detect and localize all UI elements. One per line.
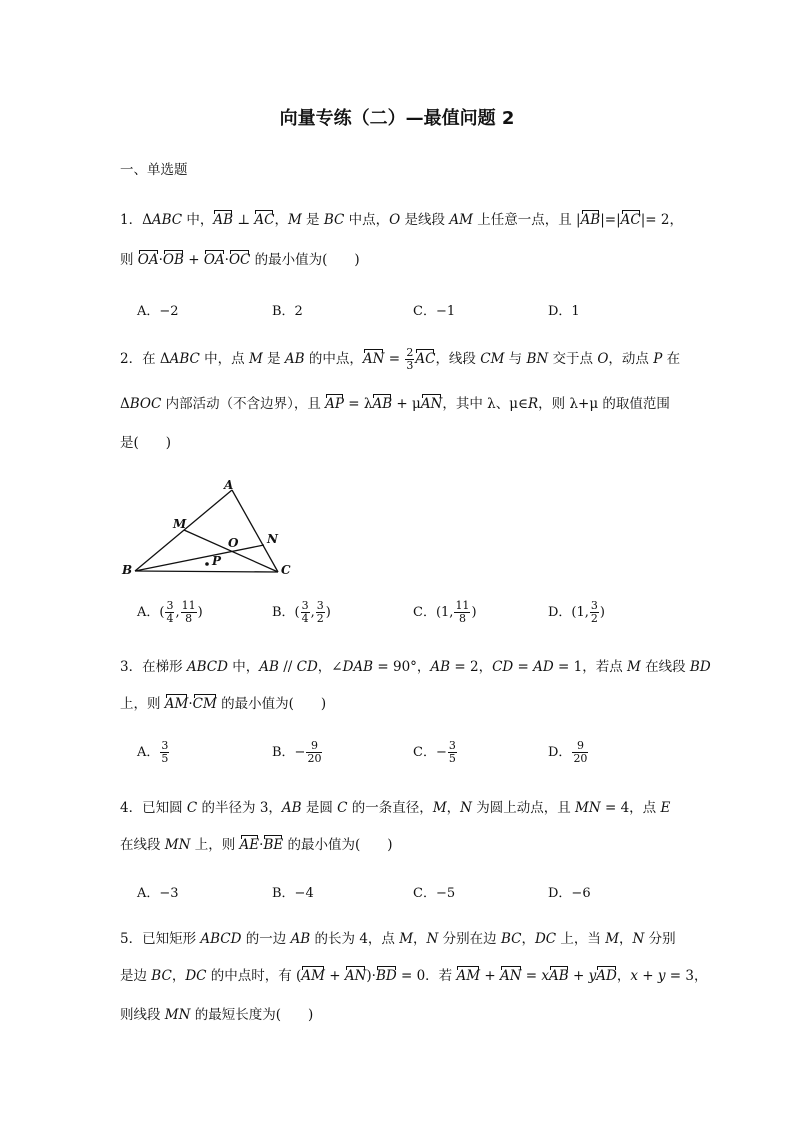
q5-line-2: 是边 BC，DC 的中点时，有 (AM + AN)·BD = 0．若 AM + AN = xAB + yAD，x + y = 3， [120, 968, 708, 984]
q3-option-c: C．− $\frac{3}{5}$ [413, 739, 456, 765]
q2-line-1: 2．在 ΔABC 中，点 M 是 AB 的中点，AN = $\frac{2}{3}$ AC，线段 CM 与 BN 交于点 O，动点 P 在 [120, 346, 681, 372]
figure-label-n: N [267, 532, 278, 546]
q2-line-2: ΔBOC 内部活动（不含边界），且 AP = λAB + μAN，其中 λ、μ∈R，则 λ+μ 的取值范围 [120, 396, 670, 412]
q3-option-b: B．− $\frac{9}{20}$ [272, 739, 322, 765]
figure-label-b: B [122, 563, 133, 577]
q2-option-b: B．( $\frac{3}{4}$ , $\frac{3}{2}$ ) [272, 599, 331, 625]
q2-option-d: D．(1, $\frac{3}{2}$ ) [548, 599, 605, 625]
q2-option-c: C．(1, $\frac{11}{8}$ ) [413, 599, 477, 625]
q3-option-d: D． $\frac{9}{20}$ [548, 739, 588, 765]
figure-label-p: P [212, 554, 222, 568]
q1-option-b: B．2 [272, 304, 303, 319]
figure-label-m: M [173, 517, 187, 531]
q4-option-b: B．−4 [272, 886, 314, 901]
page-title: 向量专练（二）—最值问题 2 [279, 108, 515, 129]
q2-line-3: 是( ) [120, 435, 172, 451]
triangle-figure [115, 476, 300, 580]
q3-line-2: 上，则 AM·CM 的最小值为( ) [120, 696, 327, 712]
q4-line-2: 在线段 MN 上，则 AE·BE 的最小值为( ) [120, 837, 393, 853]
q5-line-3: 则线段 MN 的最短长度为( ) [120, 1007, 314, 1023]
q1-line-1: 1．ΔABC 中，AB ⊥ AC，M 是 BC 中点，O 是线段 AM 上任意一点，且 |AB|=|AC|= 2， [120, 212, 683, 228]
q4-option-c: C．−5 [413, 886, 456, 901]
q1-option-d: D．1 [548, 304, 580, 319]
figure-label-a: A [224, 478, 234, 492]
q2-option-a: A．( $\frac{3}{4}$ , $\frac{11}{8}$ ) [137, 599, 203, 625]
section-heading: 一、单选题 [120, 162, 188, 178]
q4-line-1: 4．已知圆 C 的半径为 3，AB 是圆 C 的一条直径，M，N 为圆上动点，且 MN = 4，点 E [120, 800, 671, 816]
q4-option-d: D．−6 [548, 886, 591, 901]
q1-option-c: C．−1 [413, 304, 456, 319]
figure-label-o: O [228, 536, 239, 550]
q3-line-1: 3．在梯形 ABCD 中，AB // CD，∠DAB = 90°，AB = 2，CD = AD = 1，若点 M 在线段 BD [120, 659, 711, 675]
figure-label-c: C [281, 563, 291, 577]
q3-option-a: A． $\frac{3}{5}$ [137, 739, 169, 765]
q4-option-a: A．−3 [137, 886, 179, 901]
q1-option-a: A．−2 [137, 304, 179, 319]
q5-line-1: 5．已知矩形 ABCD 的一边 AB 的长为 4，点 M，N 分别在边 BC，DC 上，当 M，N 分别 [120, 931, 676, 947]
q1-line-2: 则 OA·OB + OA·OC 的最小值为( ) [120, 252, 360, 268]
